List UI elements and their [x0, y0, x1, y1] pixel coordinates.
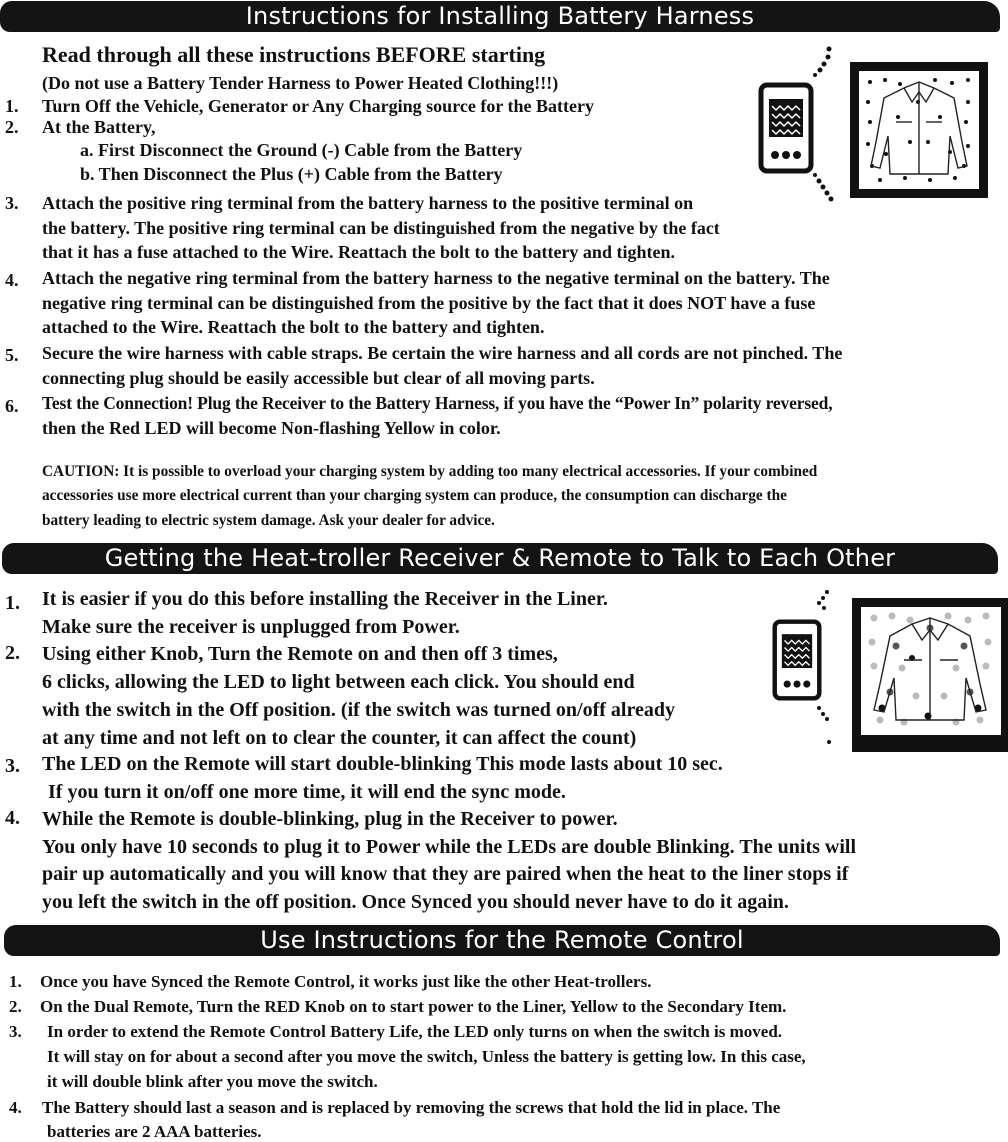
sync-step-3-line-2: If you turn it on/off one more time, it will end the sync mode. — [48, 781, 566, 803]
sync-step-4-line-1: While the Remote is double-blinking, plug in the Receiver to power. — [42, 808, 618, 830]
install-step-4-number: 4. — [5, 270, 19, 290]
use-step-3-line-2: It will stay on for about a second after you move the switch, Unless the battery is getting low. In this case, — [47, 1047, 806, 1066]
use-step-3-line-1: In order to extend the Remote Control Battery Life, the LED only turns on when the switch is moved. — [47, 1022, 783, 1041]
sync-step-2-line-2: 6 clicks, allowing the LED to light between each click. You should end — [42, 671, 635, 693]
install-step-6-line-1: Test the Connection! Plug the Receiver to the Battery Harness, if you have the “Power In” polarity reversed, — [42, 393, 833, 413]
install-step-5-number: 5. — [5, 345, 19, 365]
sync-step-1-number: 1. — [5, 592, 20, 614]
install-step-5-line-1: Secure the wire harness with cable straps. Be certain the wire harness and all cords are not pinched. The — [42, 343, 843, 363]
caution-line-2: accessories use more electrical current than your charging system can produce, the consumption can discharge the — [42, 487, 787, 504]
install-warning: (Do not use a Battery Tender Harness to Power Heated Clothing!!!) — [42, 73, 559, 93]
install-step-6-line-2: then the Red LED will become Non-flashing Yellow in color. — [42, 418, 501, 438]
sync-step-4-line-2: You only have 10 seconds to plug it to Power while the LEDs are double Blinking. The units will — [42, 836, 857, 858]
use-step-3-number: 3. — [9, 1022, 22, 1041]
use-step-1: Once you have Synced the Remote Control, it works just like the other Heat-trollers. — [40, 972, 652, 991]
heated-jacket-icon — [852, 598, 1008, 752]
sync-step-2-line-1: Using either Knob, Turn the Remote on and then off 3 times, — [42, 643, 558, 665]
sync-step-3-line-1: The LED on the Remote will start double-blinking This mode lasts about 10 sec. — [42, 753, 723, 775]
caution-line-1: CAUTION: It is possible to overload your charging system by adding too many electrical accessories. If your combined — [42, 463, 818, 480]
use-step-3-line-3: it will double blink after you move the switch. — [47, 1072, 378, 1091]
use-step-1-number: 1. — [9, 972, 22, 991]
use-step-2: On the Dual Remote, Turn the RED Knob on to start power to the Liner, Yellow to the Secondary Item. — [40, 997, 787, 1016]
install-section-banner: Instructions for Installing Battery Harness — [0, 1, 1000, 32]
install-step-5-line-2: connecting plug should be easily accessible but clear of all moving parts. — [42, 368, 595, 388]
use-step-2-number: 2. — [9, 997, 22, 1016]
install-step-3-line-3: that it has a fuse attached to the Wire. Reattach the bolt to the battery and tighten. — [42, 242, 675, 262]
signal-icon — [810, 586, 836, 746]
install-step-4-line-2: negative ring terminal can be distinguished from the positive by the fact that it does NOT have a fuse — [42, 293, 816, 313]
heated-jacket-icon — [850, 62, 988, 198]
sync-step-2-line-4: at any time and not left on to clear the counter, it can affect the count) — [42, 727, 637, 749]
use-step-4-line-1: The Battery should last a season and is replaced by removing the screws that hold the lid in place. The — [42, 1098, 781, 1117]
sync-step-4-number: 4. — [5, 807, 20, 829]
sync-step-4-line-3: pair up automatically and you will know that they are paired when the heat to the liner stops if — [42, 863, 849, 885]
install-step-3-line-2: the battery. The positive ring terminal can be distinguished from the negative by the fact — [42, 218, 720, 238]
use-step-4-line-2: batteries are 2 AAA batteries. — [47, 1122, 262, 1141]
sync-step-3-number: 3. — [5, 755, 20, 777]
install-step-4-line-3: attached to the Wire. Reattach the bolt to the battery and tighten. — [42, 317, 545, 337]
use-step-4-number: 4. — [9, 1098, 22, 1117]
install-step-3-line-1: Attach the positive ring terminal from the battery harness to the positive terminal on — [42, 193, 694, 213]
signal-icon — [806, 42, 836, 202]
install-step-2a: a. First Disconnect the Ground (-) Cable from the Battery — [80, 140, 523, 160]
install-heading: Read through all these instructions BEFORE starting — [42, 42, 546, 67]
sync-step-2-number: 2. — [5, 642, 20, 664]
sync-section-banner: Getting the Heat-troller Receiver & Remote to Talk to Each Other — [2, 543, 998, 574]
install-step-2b: b. Then Disconnect the Plus (+) Cable from the Battery — [80, 164, 503, 184]
install-step-3-number: 3. — [5, 193, 19, 213]
install-step-6-number: 6. — [5, 396, 19, 416]
sync-step-1-line-2: Make sure the receiver is unplugged from Power. — [42, 616, 460, 638]
sync-step-4-line-4: you left the switch in the off position. Once Synced you should never have to do it again. — [42, 891, 789, 913]
sync-step-2-line-3: with the switch in the Off position. (if the switch was turned on/off already — [42, 699, 675, 721]
use-section-banner: Use Instructions for the Remote Control — [4, 925, 1000, 956]
install-step-1-number: 1. — [5, 96, 19, 116]
caution-line-3: battery leading to electric system damage. Ask your dealer for advice. — [42, 512, 495, 529]
sync-step-1-line-1: It is easier if you do this before installing the Receiver in the Liner. — [42, 588, 608, 610]
install-step-4-line-1: Attach the negative ring terminal from the battery harness to the negative terminal on the battery. The — [42, 268, 830, 288]
install-step-1: Turn Off the Vehicle, Generator or Any Charging source for the Battery — [42, 96, 594, 116]
install-step-2: At the Battery, — [42, 117, 156, 137]
install-step-2-number: 2. — [5, 117, 19, 137]
